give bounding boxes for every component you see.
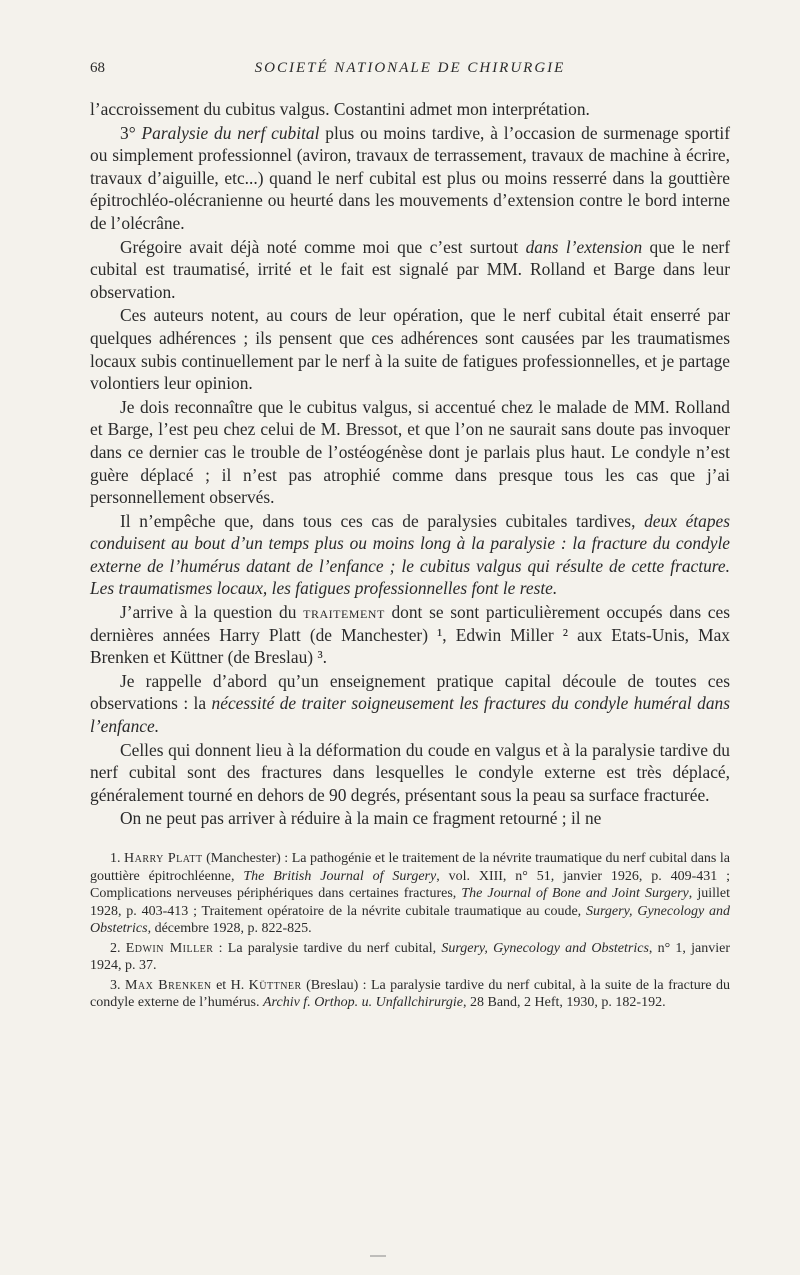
paragraph-2 (90, 122, 730, 235)
italic-passage: nécessité de traiter soigneusement les fractures du condyle huméral dans l’enfance. (90, 693, 730, 737)
journal-title: The Journal of Bone and Joint Surgery (461, 886, 689, 901)
footnote-text: , 28 Band, 2 Heft, 1930, p. 182-192. (463, 995, 666, 1010)
paragraph-text: J’arrive à la question du (120, 602, 304, 623)
paragraph-7 (90, 601, 730, 669)
journal-title: Surgery, Gynecology and Obstetrics (441, 940, 649, 956)
italic-phrase: Paralysie du nerf cubital (141, 122, 320, 143)
footnotes (90, 850, 730, 1012)
footnote-number: 1. (110, 851, 121, 866)
paragraph-9: Celles qui donnent lieu à la déformation du coude en valgus et à la paralysie tardive du nerf cubital sont des fractures dans lesquelles le condyle externe est très déplacé, généralement tourné en dehors de 90 degrés, présentant sous la peau sa surface fracturée. (90, 739, 730, 805)
author-name: Max Brenken (124, 977, 212, 993)
paragraph-4: Ces auteurs notent, au cours de leur opération, que le nerf cubital était enserré par quelques adhérences ; ils pensent que ces adhérences sont causées par les traumatismes locaux subis continuellement par le nerf à la suite de fatigues professionnelles, et je partage volontiers leur opinion. (90, 305, 730, 394)
paragraph-8 (90, 670, 730, 738)
paragraph-1: l’accroissement du cubitus valgus. Costantini admet mon interprétation. (90, 99, 590, 119)
running-title: SOCIETÉ NATIONALE DE CHIRURGIE (254, 60, 566, 76)
page-smudge (370, 1255, 386, 1257)
journal-title: Surgery, Gynecology and Obstetrics (90, 903, 731, 936)
paragraph-5: Je dois reconnaître que le cubitus valgus, si accentué chez le malade de MM. Rolland et Barge, l’est peu chez celui de M. Bressot, et que l’on ne saurait sans doute pas invoquer dans ce dernier cas le trouble de l’ostéogénèse dont je parlais plus haut. Le condyle n’est guère déplacé ; il n’est pas atrophié comme dans presque tous les cas que j’ai personnellement observés. (90, 396, 730, 508)
footnote-text: , n° 1, janvier 1924, p. 37. (90, 940, 730, 973)
paragraph-text: plus ou moins tardive, à l’occasion de surmenage sportif ou simplement professionnel (aviron, travaux de terrassement, travaux de machine à écrire, travaux d’aiguille, etc...) quand le nerf cubital est plus ou moins resserré dans la gouttière épitrochléo-olécranienne ou heurté dans les mouvements d’extension contre le bord interne de l’olécrâne. (90, 122, 730, 233)
author-name: Harry Platt (124, 851, 203, 866)
page-number: 68 (90, 60, 105, 76)
footnote-text: , juillet 1928, p. 403-413 ; Traitement opératoire de la névrite cubitale traumatique au coude, (90, 886, 730, 919)
paragraph-6 (90, 510, 730, 600)
journal-title: The British Journal of Surgery (243, 868, 437, 884)
paragraph-3 (90, 236, 730, 304)
footnote-number: 2. (110, 940, 121, 956)
footnote-2 (90, 940, 730, 975)
author-name: Edwin Miller (125, 940, 214, 956)
paragraph-text: dont se sont particulièrement occupés dans ces dernières années Harry Platt (de Manchester) ¹, Edwin Miller ² aux Etats-Unis, Max Brenken et Küttner (de Breslau) ³. (90, 602, 731, 668)
small-caps-term: traitement (303, 602, 385, 623)
footnote-text: : La paralysie tardive du nerf cubital, (213, 940, 442, 956)
journal-title: Archiv f. Orthop. u. Unfallchirurgie (263, 995, 463, 1010)
running-header (90, 60, 730, 84)
paragraph-10: On ne peut pas arriver à réduire à la main ce fragment retourné ; il ne (120, 808, 602, 829)
italic-phrase: dans l’extension (525, 236, 643, 257)
paragraph-text: Il n’empêche que, dans tous ces cas de paralysies cubitales tardives, (120, 510, 645, 531)
footnote-text: (Manchester) : La pathogénie et le traitement de la névrite traumatique du nerf cubital dans la gouttière épitrochléenne, (90, 851, 731, 884)
footnote-number: 3. (110, 977, 121, 993)
footnote-text: , décembre 1928, p. 822-825. (147, 921, 312, 936)
footnote-text: et H. (211, 977, 249, 993)
paragraph-text: que le nerf cubital est traumatisé, irrité et le fait est signalé par MM. Rolland et Barge dans leur observation. (90, 236, 731, 302)
footnote-1 (90, 850, 730, 938)
paragraph-text: Je rappelle d’abord qu’un enseignement pratique capital découle de toutes ces observations : la (90, 670, 730, 714)
paragraph-text: Grégoire avait déjà noté comme moi que c’est surtout (120, 236, 526, 257)
list-number: 3° (120, 122, 136, 143)
body-text (90, 98, 730, 830)
footnote-3 (90, 977, 730, 1012)
footnote-text: (Breslau) : La paralysie tardive du nerf cubital, à la suite de la fracture du condyle externe de l’humérus. (90, 977, 731, 1010)
italic-passage: deux étapes conduisent au bout d’un temps plus ou moins long à la paralysie : la fracture du condyle externe de l’humérus datant de l’enfance ; le cubitus valgus qui résulte de cette fracture. Les traumatismes locaux, les fatigues professionnelles font le reste. (90, 510, 730, 599)
footnote-text: , vol. XIII, n° 51, janvier 1926, p. 409-431 ; Complications nerveuses périphériques dans certaines fractures, (90, 868, 730, 901)
document-page (90, 60, 730, 1012)
author-name: Küttner (248, 977, 302, 993)
